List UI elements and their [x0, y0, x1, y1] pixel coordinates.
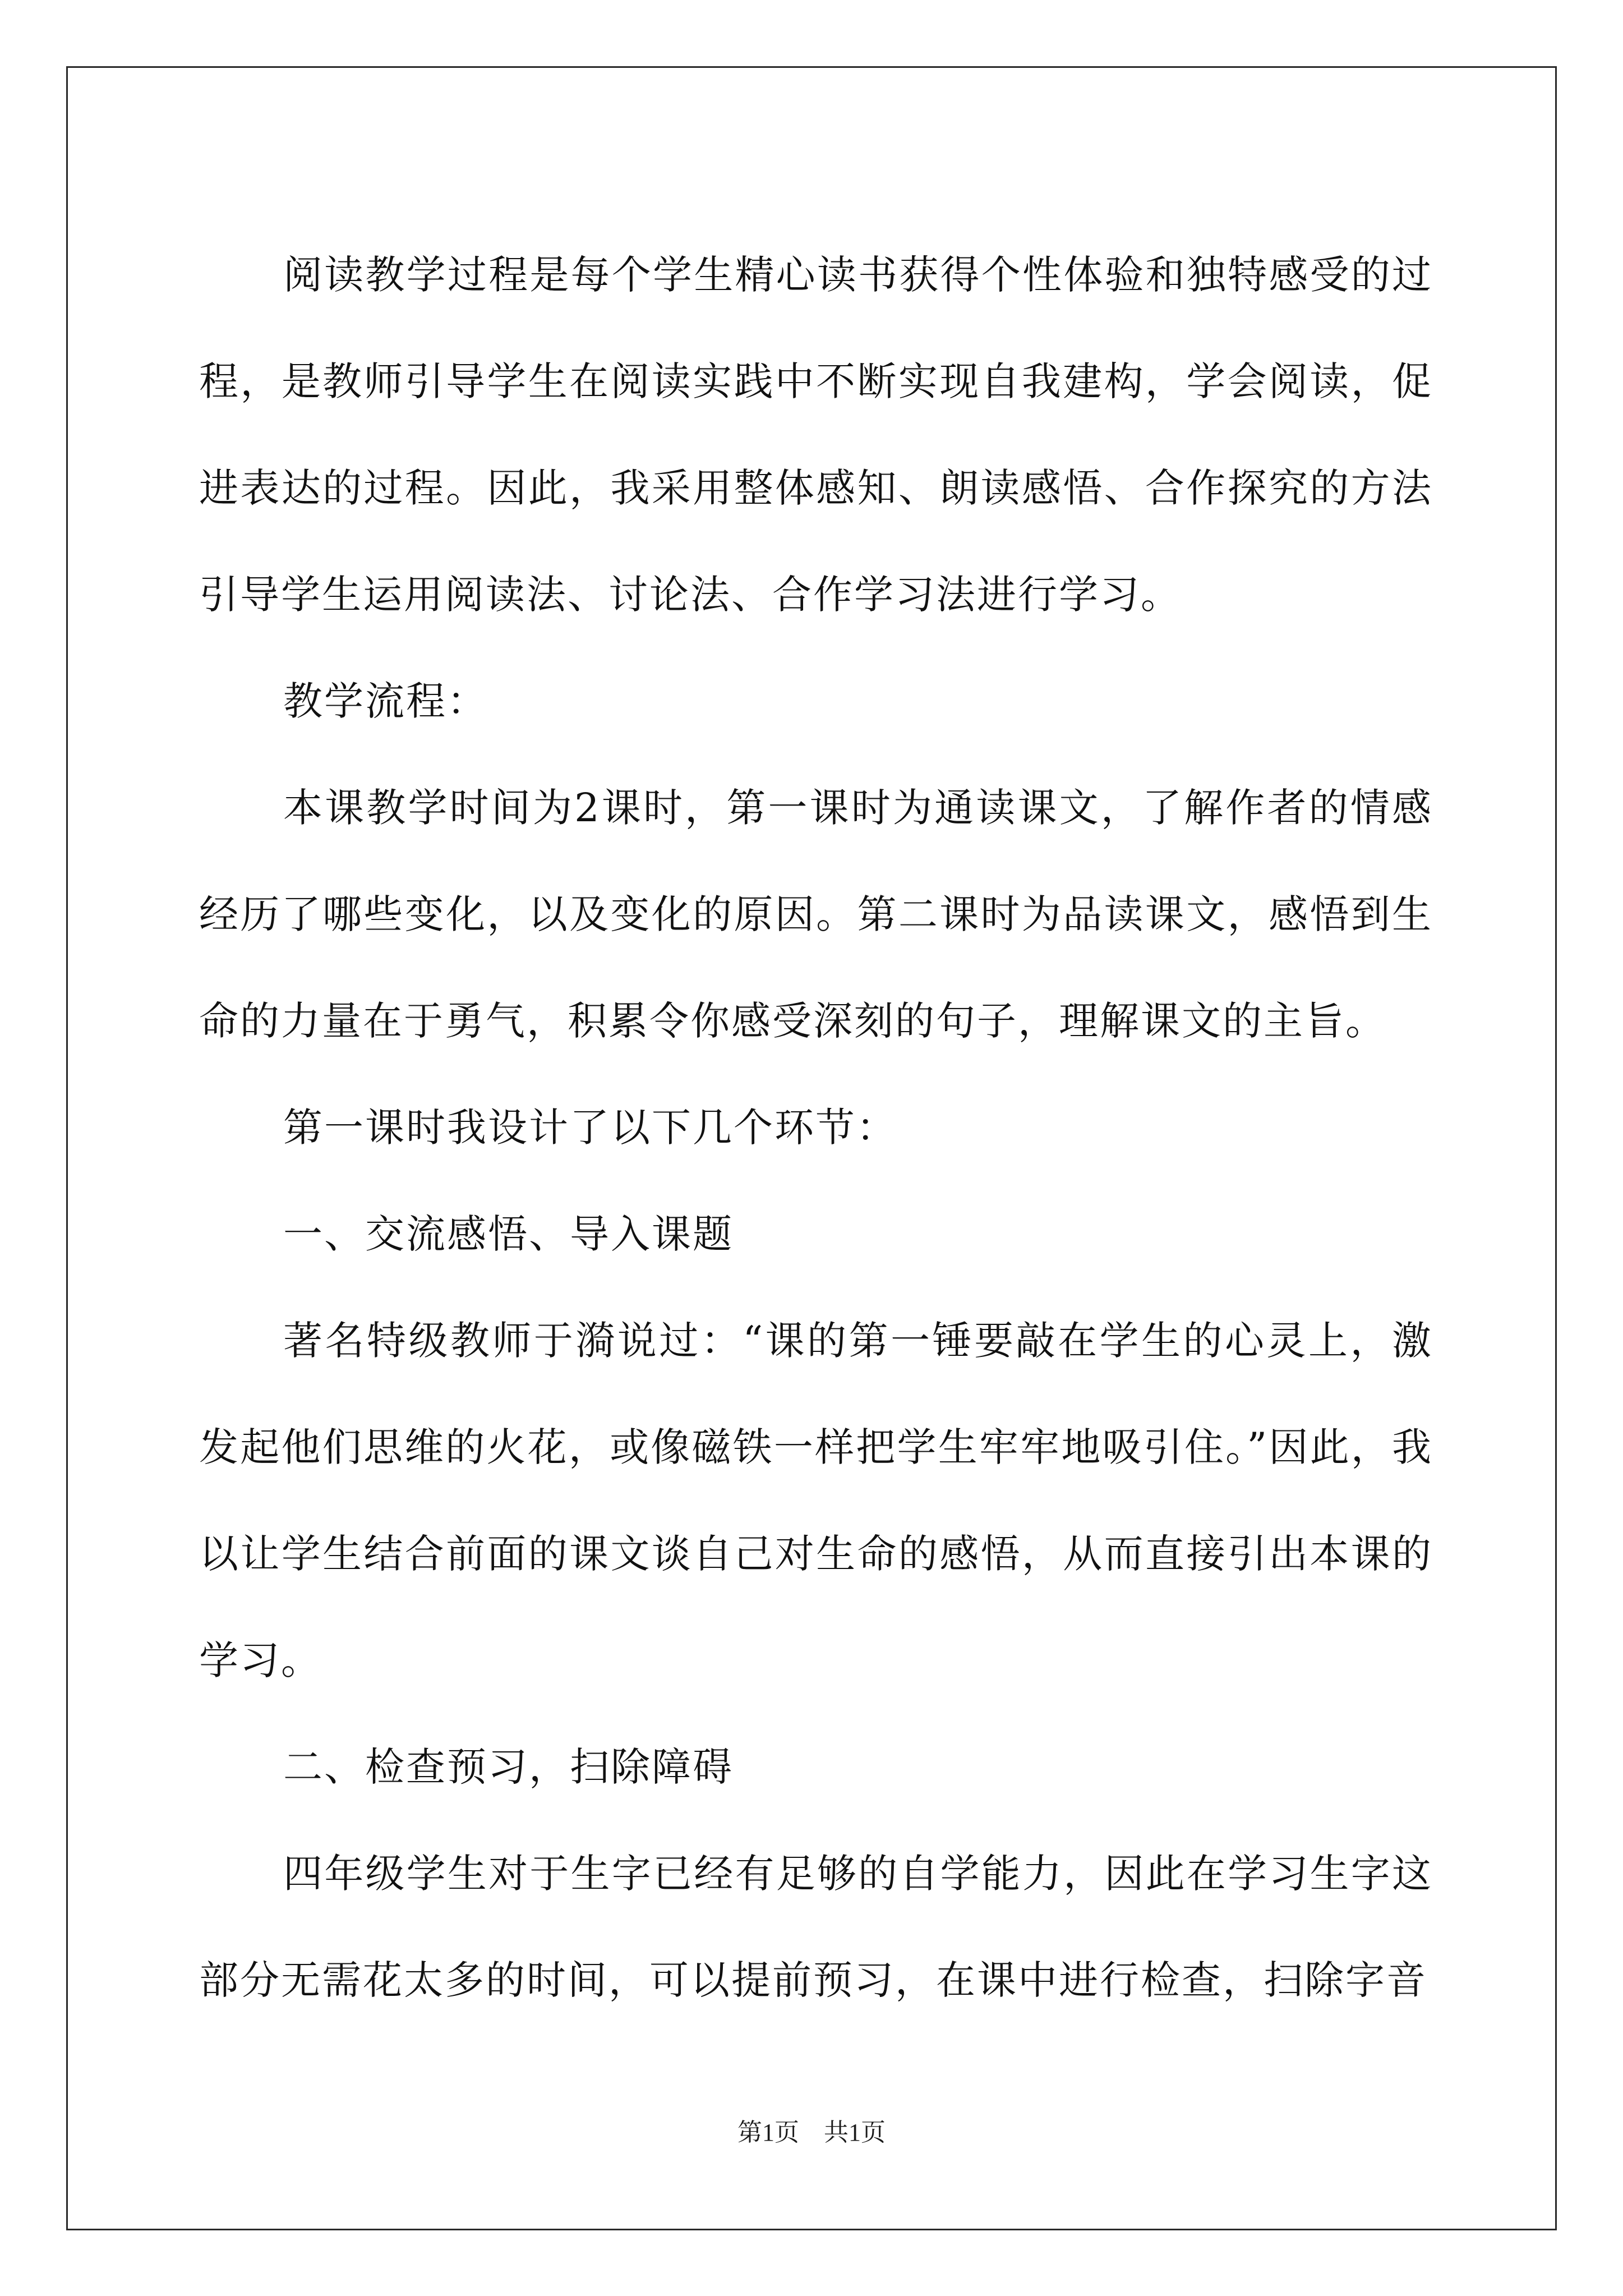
document-body	[199, 222, 1433, 2033]
paragraph-first-lesson-steps: 第一课时我设计了以下几个环节：	[283, 1105, 897, 1151]
paragraph-preview-check: 四年级学生对于生字已经有足够的自学能力，因此在学习生字这部分无需花太多的时间，可以提前预习，在课中进行检查，扫除字音	[199, 1851, 1433, 2003]
paragraph-teaching-flow-heading: 教学流程：	[283, 678, 488, 724]
paragraph-quote: 著名特级教师于漪说过：“课的第一锤要敲在学生的心灵上，激发起他们思维的火花，或像磁铁一样把学生牢牢地吸引住。”因此，我以让学生结合前面的课文谈自己对生命的感悟，从而直接引出本课的学习。	[199, 1318, 1433, 1683]
section-heading-one: 一、交流感悟、导入课题	[283, 1211, 734, 1257]
paragraph-lesson-time: 本课教学时间为2课时，第一课时为通读课文，了解作者的情感经历了哪些变化，以及变化的原因。第二课时为品读课文，感悟到生命的力量在于勇气，积累令你感受深刻的句子，理解课文的主旨。	[199, 785, 1433, 1044]
section-heading-two: 二、检查预习，扫除障碍	[283, 1744, 734, 1790]
paragraph-reading-process: 阅读教学过程是每个学生精心读书获得个性体验和独特感受的过程，是教师引导学生在阅读实践中不断实现自我建构，学会阅读，促进表达的过程。因此，我采用整体感知、朗读感悟、合作探究的方法引导学生运用阅读法、讨论法、合作学习法进行学习。	[199, 252, 1433, 618]
page-footer: 第1页 共1页	[737, 2119, 886, 2146]
